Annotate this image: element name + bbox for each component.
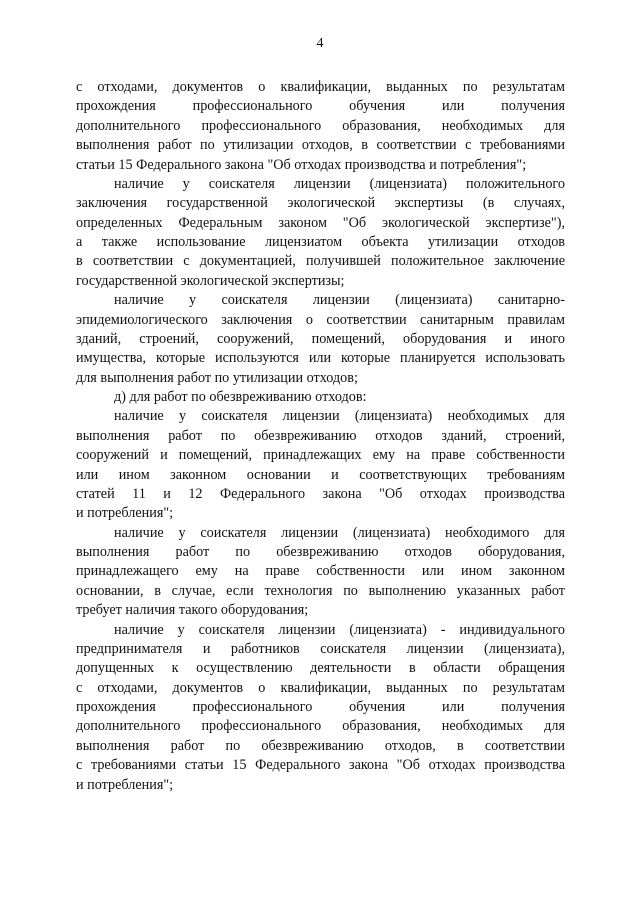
text-line: и потребления"; (76, 776, 174, 793)
text-line: статей 11 и 12 Федерального закона "Об отходах производства (76, 485, 565, 502)
text-line: или ином законном основании и соответствующих требованиям (76, 466, 565, 483)
text-line: с требованиями статьи 15 Федерального закона "Об отходах производства (76, 757, 565, 774)
text-line: в соответствии с документацией, получившей положительное заключение (76, 253, 565, 270)
document-body (76, 78, 565, 795)
text-line: для выполнения работ по утилизации отходов; (76, 369, 358, 386)
text-line: дополнительного профессионального образования, необходимых для (76, 117, 565, 134)
text-line: принадлежащего ему на праве собственности или ином законном (76, 563, 565, 580)
text-line: предпринимателя и работников соискателя лицензии (лицензиата), (76, 640, 565, 657)
text-line: эпидемиологического заключения о соответствии санитарным правилам (76, 311, 565, 328)
text-line: выполнения работ по обезвреживанию отходов оборудования, (76, 544, 565, 560)
text-line: с отходами, документов о квалификации, выданных по результатам (76, 679, 565, 696)
text-line: прохождения профессионального обучения или получения (76, 98, 565, 115)
text-line: сооружений и помещений, принадлежащих ему на праве собственности (76, 447, 565, 464)
text-line: наличие у соискателя лицензии (лицензиата) - индивидуального (114, 621, 565, 638)
text-line: наличие у соискателя лицензии (лицензиата) санитарно- (114, 292, 565, 309)
text-line: наличие у соискателя лицензии (лицензиата) положительного (114, 175, 565, 192)
text-line: статьи 15 Федерального закона "Об отходах производства и потребления"; (76, 156, 527, 173)
text-line: определенных Федеральным законом "Об экологической экспертизе"), (76, 214, 565, 231)
text-line: наличие у соискателя лицензии (лицензиата) необходимых для (114, 408, 565, 425)
text-line: дополнительного профессионального образования, необходимых для (76, 718, 565, 735)
text-line: имущества, которые используются или которые планируется использовать (76, 350, 565, 367)
text-line: заключения государственной экологической экспертизы (в случаях, (76, 195, 565, 212)
text-line: наличие у соискателя лицензии (лицензиата) необходимого для (114, 524, 565, 541)
text-line: государственной экологической экспертизы; (76, 272, 345, 289)
text-line: зданий, строений, сооружений, помещений, оборудования и иного (76, 330, 565, 347)
text-line: д) для работ по обезвреживанию отходов: (114, 389, 367, 405)
text-line: основании, в случае, если технология по выполнению указанных работ (76, 582, 565, 599)
text-line: выполнения работ по обезвреживанию отходов, в соответствии (76, 737, 565, 754)
text-line: прохождения профессионального обучения или получения (76, 699, 565, 715)
text-line: допущенных к осуществлению деятельности в области обращения (76, 660, 565, 677)
text-line: с отходами, документов о квалификации, выданных по результатам (76, 79, 565, 95)
text-line: выполнения работ по обезвреживанию отходов зданий, строений, (76, 427, 565, 444)
page-number: 4 (316, 36, 324, 51)
text-line: и потребления"; (76, 505, 174, 522)
text-line: а также использование лицензиатом объекта утилизации отходов (76, 234, 565, 250)
text-line: выполнения работ по утилизации отходов, в соответствии с требованиями (76, 137, 565, 154)
text-line: требует наличия такого оборудования; (76, 602, 309, 619)
